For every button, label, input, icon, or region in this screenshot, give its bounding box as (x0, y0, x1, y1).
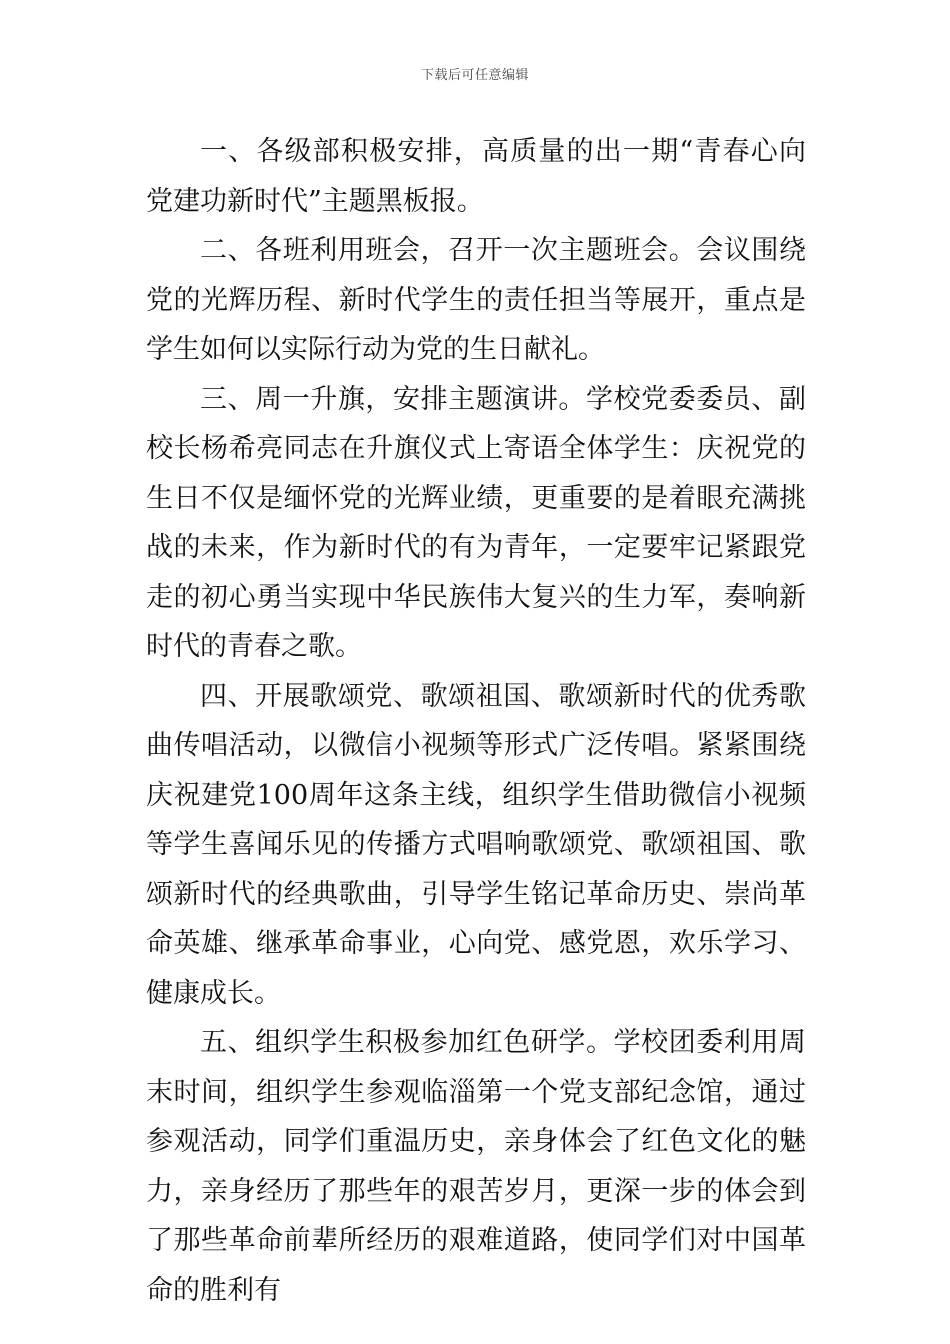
paragraph-1: 一、各级部积极安排，高质量的出一期“青春心向党建功新时代”主题黑板报。 (146, 136, 806, 217)
document-body (146, 127, 806, 1315)
page-header-note: 下载后可任意编辑 (420, 68, 529, 83)
paragraph-3: 三、周一升旗，安排主题演讲。学校党委委员、副校长杨希亮同志在升旗仪式上寄语全体学生：庆祝党的生日不仅是缅怀党的光辉业绩，更重要的是着眼充满挑战的未来，作为新时代的有为青年，一定要牢记紧跟党走的初心勇当实现中华民族伟大复兴的生力军，奏响新时代的青春之歌。 (146, 383, 806, 662)
paragraph-4: 四、开展歌颂党、歌颂祖国、歌颂新时代的优秀歌曲传唱活动，以微信小视频等形式广泛传唱。紧紧围绕庆祝建党100周年这条主线，组织学生借助微信小视频等学生喜闻乐见的传播方式唱响歌颂党、歌颂祖国、歌颂新时代的经典歌曲，引导学生铭记革命历史、崇尚革命英雄、继承革命事业，心向党、感党恩，欢乐学习、健康成长。 (146, 680, 806, 1009)
paragraph-2: 二、各班利用班会，召开一次主题班会。会议围绕党的光辉历程、新时代学生的责任担当等展开，重点是学生如何以实际行动为党的生日献礼。 (146, 235, 806, 365)
paragraph-5: 五、组织学生积极参加红色研学。学校团委利用周末时间，组织学生参观临淄第一个党支部纪念馆，通过参观活动，同学们重温历史，亲身体会了红色文化的魅力，亲身经历了那些年的艰苦岁月，更深一步的体会到了那些革命前辈所经历的艰难道路，使同学们对中国革命的胜利有 (146, 1027, 806, 1306)
